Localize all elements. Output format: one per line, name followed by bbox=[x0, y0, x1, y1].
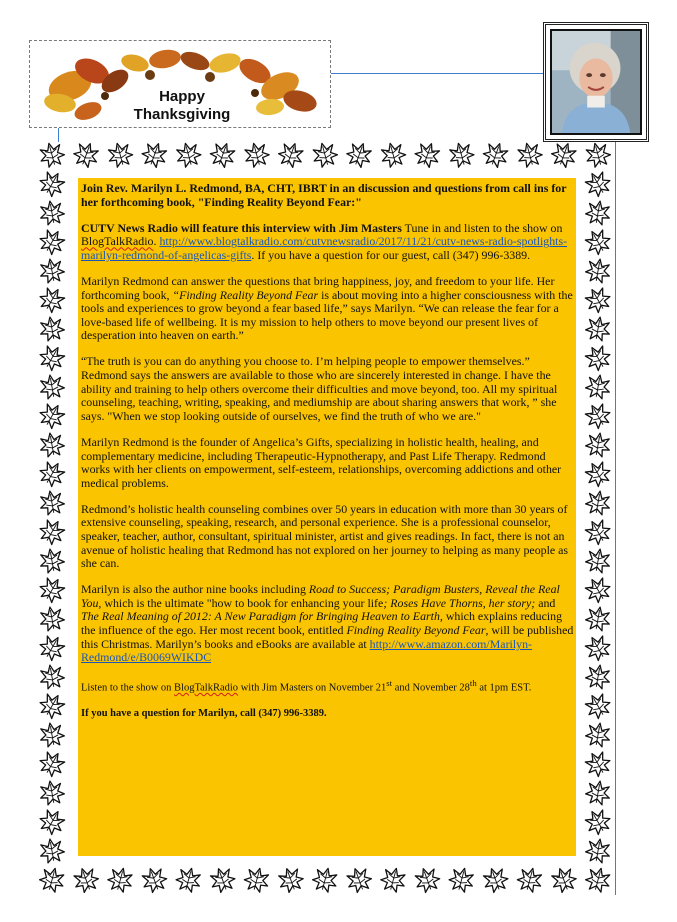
border-leaf bbox=[584, 779, 612, 806]
blogtalkradio-text-2: BlogTalkRadio bbox=[174, 682, 239, 694]
border-leaf bbox=[275, 865, 305, 895]
border-leaf bbox=[36, 806, 68, 838]
border-leaf bbox=[584, 865, 613, 893]
border-leaf bbox=[71, 865, 101, 895]
border-leaf bbox=[582, 284, 614, 316]
border-leaf bbox=[36, 632, 68, 664]
border-leaf bbox=[584, 721, 612, 748]
border-leaf bbox=[208, 140, 238, 170]
border-leaf bbox=[38, 315, 66, 342]
border-leaf bbox=[584, 489, 612, 516]
connector-line-right bbox=[615, 140, 616, 895]
border-leaf bbox=[582, 748, 614, 780]
connector-line-left bbox=[58, 128, 59, 142]
border-leaf bbox=[447, 140, 476, 168]
border-leaf bbox=[37, 140, 66, 168]
paragraph-experience: Redmond’s holistic health counseling combines over 50 years in education with more than 30 years of extensive counseling, speaking, research, and personal experience. She is a professional counselor, speaker, teacher, author, consultant, spiritual minister, artist and gives readings. In fact, there is not an avenue of holistic healing that Redmond has not explored on her journey to helping as many people as she can. bbox=[81, 501, 569, 571]
intro-heading: Join Rev. Marilyn L. Redmond, BA, CHT, IBRT in an discussion and questions from call ins for her forthcoming book, "Finding Reality Beyond Fear:" bbox=[81, 181, 567, 209]
border-leaf bbox=[36, 400, 68, 432]
border-leaf bbox=[379, 865, 408, 893]
interview-link[interactable]: http://www.blogtalkradio.com/cutvnewsradio/2017/11/21/cutv-news-radio-spotlights-marilyn-redmond-of-angelicas-gifts bbox=[81, 234, 568, 262]
border-leaf bbox=[276, 140, 306, 170]
border-leaf bbox=[582, 226, 614, 258]
border-leaf bbox=[549, 140, 579, 170]
border-leaf bbox=[584, 547, 612, 574]
border-leaf bbox=[412, 140, 442, 170]
closing-call-to-action: If you have a question for Marilyn, call (347) 996-3389. bbox=[81, 707, 327, 719]
amazon-link[interactable]: http://www.amazon.com/Marilyn-Redmond/e/B0069WIKDC bbox=[81, 636, 532, 665]
border-leaf bbox=[481, 140, 511, 170]
border-leaf bbox=[582, 690, 614, 722]
connector-line-top bbox=[331, 73, 543, 74]
border-leaf bbox=[38, 663, 66, 690]
border-leaf bbox=[582, 458, 614, 490]
border-leaf bbox=[38, 779, 66, 806]
border-leaf bbox=[584, 257, 612, 284]
border-leaf bbox=[515, 140, 544, 168]
border-leaf bbox=[38, 605, 66, 632]
border-leaf bbox=[207, 865, 237, 895]
border-leaf bbox=[242, 140, 271, 168]
book-title: “Finding Reality Beyond Fear bbox=[172, 287, 319, 302]
border-leaf bbox=[38, 865, 67, 893]
paragraph-schedule: Listen to the show on BlogTalkRadio with Jim Masters on November 21st and November 28th at 1pm EST. bbox=[81, 678, 532, 694]
portrait-photo bbox=[550, 29, 642, 135]
border-leaf bbox=[582, 574, 614, 606]
border-leaf bbox=[584, 373, 612, 400]
border-leaf bbox=[584, 199, 612, 226]
banner-text-line1: Happy bbox=[159, 88, 205, 105]
border-leaf bbox=[582, 168, 614, 200]
border-leaf bbox=[480, 865, 510, 895]
border-leaf bbox=[582, 516, 614, 548]
portrait-image bbox=[552, 31, 640, 133]
paragraph-interview: CUTV News Radio will feature this interview with Jim Masters Tune in and listen to the show on BlogTalkRadio. http://www.blogtalkradio.com/cutvnewsradio/2017/11/21/cutv-news-radio-spotlights-marilyn-redmond-of-angelicas-gifts. If you have a question for our guest, call (347) 996-3389. bbox=[81, 220, 568, 262]
border-leaf bbox=[36, 574, 68, 606]
border-leaf bbox=[584, 663, 612, 690]
border-leaf bbox=[36, 284, 68, 316]
border-leaf bbox=[379, 140, 408, 168]
border-leaf bbox=[583, 140, 612, 168]
border-leaf bbox=[38, 431, 66, 458]
border-leaf bbox=[311, 865, 340, 893]
banner-text-line2: Thanksgiving bbox=[133, 106, 231, 123]
border-leaf bbox=[582, 342, 614, 374]
border-leaf bbox=[36, 748, 68, 780]
border-leaf bbox=[38, 199, 66, 226]
border-leaf bbox=[584, 837, 612, 864]
border-leaf bbox=[36, 342, 68, 374]
portrait-photo-frame bbox=[543, 22, 649, 142]
border-leaf bbox=[582, 632, 614, 664]
border-leaf bbox=[412, 865, 442, 895]
paragraph-books: Marilyn is also the author nine books including Road to Success; Paradigm Busters, Reveal the Real You, which is the ultimate "how to book for enhancing your life; Roses Have Thorns, her story; and The Real Meaning of 2012: A New Paradigm for Bringing Heaven to Earth, which explains reducing the influence of the ego. Her most recent book, entitled Finding Reality Beyond Fear, will be published this Christmas. Marilyn’s books and eBooks are available at http://www.amazon.com/Marilyn-Redmond/e/B0069WIKDC bbox=[81, 582, 574, 665]
border-leaf bbox=[584, 431, 612, 458]
border-leaf bbox=[36, 226, 68, 258]
border-leaf bbox=[38, 547, 66, 574]
border-leaf bbox=[36, 168, 68, 200]
border-leaf bbox=[344, 865, 374, 895]
border-leaf bbox=[106, 865, 135, 893]
border-leaf bbox=[38, 837, 66, 864]
article-body bbox=[78, 178, 576, 856]
border-leaf bbox=[38, 373, 66, 400]
border-leaf bbox=[174, 865, 203, 893]
leaf-garland-image bbox=[30, 41, 330, 127]
interview-announcement: CUTV News Radio will feature this interview with Jim Masters bbox=[81, 220, 402, 235]
border-leaf bbox=[36, 458, 68, 490]
border-leaf bbox=[344, 140, 374, 170]
blogtalkradio-text: BlogTalkRadio bbox=[81, 234, 154, 249]
border-leaf bbox=[106, 140, 135, 168]
paragraph-book: Marilyn Redmond can answer the questions that bring happiness, joy, and freedom to your life. Her forthcoming book, “Finding Reality Beyond Fear is about moving into a higher consciousness with the tools and experiences to grow beyond a fear based life,” says Marilyn. “We can release the fear for a love-based life of wellbeing. It is my mission to help others to move beyond our present lives of desperation into heaven on earth.” bbox=[81, 273, 573, 343]
border-leaf bbox=[36, 690, 68, 722]
border-leaf bbox=[310, 140, 339, 168]
border-leaf bbox=[139, 865, 169, 895]
border-leaf bbox=[38, 257, 66, 284]
border-leaf bbox=[38, 721, 66, 748]
border-leaf bbox=[38, 489, 66, 516]
paragraph-truth: “The truth is you can do anything you choose to. I’m helping people to empower themselves.” Redmond says the answers are available to those who are sincerely interested in change. I have the ability and training to help others overcome their difficulties and move beyond, too. All my spiritual counseling, teaching, writing, speaking, and mediumship are about sharing answers that work, ” she says. "When we stop looking outside of ourselves, we find the truth of who we are." bbox=[81, 354, 558, 423]
border-leaf bbox=[36, 516, 68, 548]
border-leaf bbox=[242, 865, 271, 893]
paragraph-founder: Marilyn Redmond is the founder of Angelica’s Gifts, specializing in holistic health, healing, and complementary medicine, including Therapeutic-Hypnotherapy, and Past Life Therapy. Redmond works with her clients on empowerment, self-esteem, relationships, overcoming addictions and other medical problems. bbox=[81, 434, 562, 490]
border-leaf bbox=[71, 140, 101, 170]
thanksgiving-banner bbox=[29, 40, 331, 128]
border-leaf bbox=[584, 605, 612, 632]
border-leaf bbox=[515, 865, 544, 893]
border-leaf bbox=[174, 140, 203, 168]
border-leaf bbox=[548, 865, 578, 895]
border-leaf bbox=[447, 865, 476, 893]
border-leaf bbox=[139, 140, 169, 170]
border-leaf bbox=[582, 806, 614, 838]
border-leaf bbox=[582, 400, 614, 432]
border-leaf bbox=[584, 315, 612, 342]
